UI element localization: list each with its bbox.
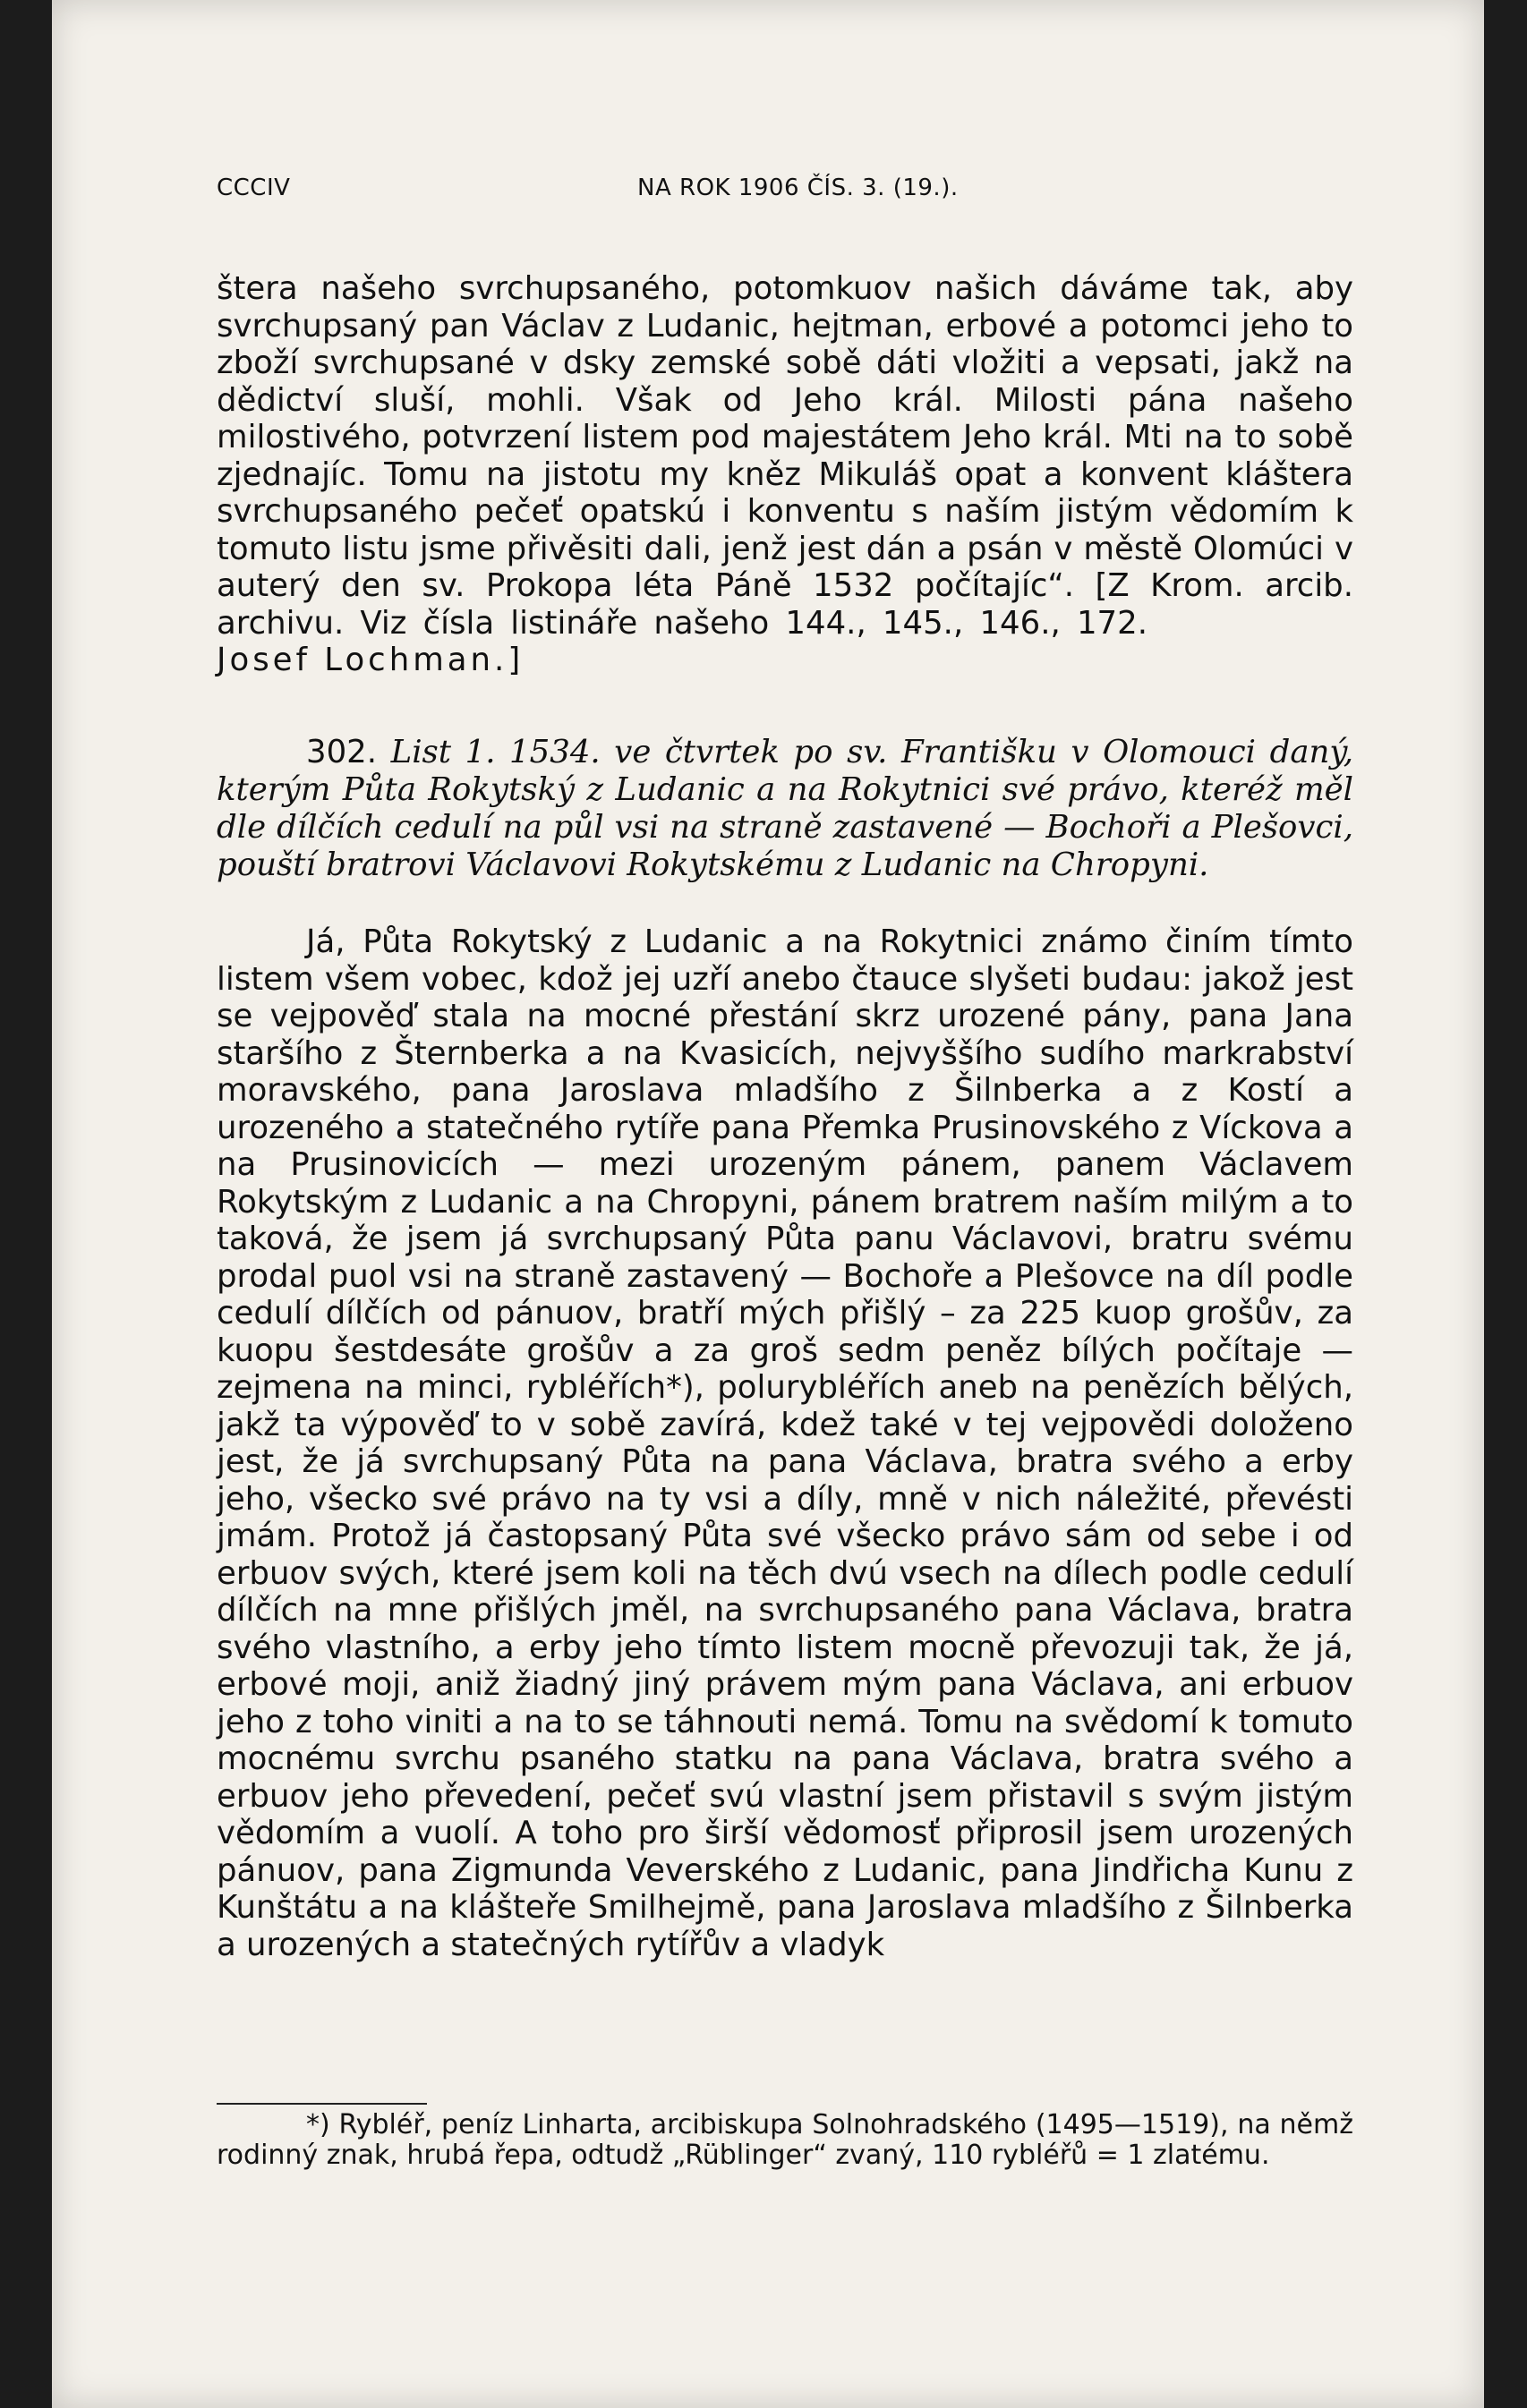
document-heading	[217, 734, 1353, 884]
body-paragraph-2: Já, Půta Rokytský z Ludanic a na Rokytnici známo činím tímto listem všem vobec, kdož jej uzří anebo čtauce slyšeti budau: jakož jest se vejpověď stala na mocné přestání skrz urozené pány, pana Jana staršího z Šternberka a na Kvasicích, nejvyššího sudího markrabství moravského, pana Jaroslava mladšího z Šilnberka a z Kostí a urozeného a statečného rytíře pana Přemka Prusinovského z Víckova a na Prusinovicích — mezi urozeným pánem, panem Václavem Rokytským z Ludanic a na Chropyni, pánem bratrem naším milým a to taková, že jsem já svrchupsaný Půta panu Václavovi, bratru svému prodal puol vsi na straně zastavený — Bochoře a Plešovce na díl podle cedulí dílčích od pánuov, bratří mých přišlý – za 225 kuop grošův, za kuopu šestdesáte grošův a za groš sedm peněz bílých počítaje — zejmena na minci, rybléřích*), polurybléřích aneb na penězích bělých, jakž ta výpověď to v sobě zavírá, kdež také v tej vejpovědi doloženo jest, že já svrchupsaný Půta na pana Václava, bratra svého a erby jeho, všecko své právo na ty vsi a díly, mně v nich náležité, převésti jmám. Protož já častopsaný Půta své všecko právo sám od sebe i od erbuov svých, které jsem koli na těch dvú vsech na dílech podle cedulí dílčích na mne přišlých jměl, na svrchupsaného pana Václava, bratra svého vlastního, a erby jeho tímto listem mocně převozuji tak, že já, erbové moji, aniž žiadný jiný právem mým pana Václava, ani erbuov jeho z toho viniti a na to se táhnouti nemá. Tomu na svědomí k tomuto mocnému svrchu psaného statku na pana Václava, bratra svého a erbuov jeho převedení, pečeť svú vlastní jsem přistavil s svým jistým vědomím a vuolí. A toho pro širší vědomosť připrosil jsem urozených pánuov, pana Zigmunda Veverského z Ludanic, pana Jindřicha Kunu z Kunštátu a na klášteře Smilhejmě, pana Jaroslava mladšího z Šilnberka a urozených a statečných rytířův a vladyk	[217, 923, 1353, 1963]
running-head	[217, 174, 1353, 210]
document-heading-text: List 1. 1534. ve čtvrtek po sv. Františku v Olomouci daný, kterým Půta Rokytský z Ludanic a na Rokytnici své právo, kteréž měl dle dílčích cedulí na půl vsi na straně zastavené — Bochoři a Plešovci, pouští bratrovi Václavovi Rokytskému z Ludanic na Chropyni.	[217, 734, 1353, 883]
paragraph-1-text: štera našeho svrchupsaného, potomkuov našich dáváme tak, aby svrchupsaný pan Václav z Ludanic, hejtman, erbové a potomci jeho to zboží svrchupsané v dsky zemské sobě dáti vložiti a vepsati, jakž na dědictví sluší, mohli. Však od Jeho král. Milosti pána našeho milostivého, potvrzení listem pod majestátem Jeho král. Mti na to sobě zjednajíc. Tomu na jistotu my kněz Mikuláš opat a konvent kláštera svrchupsaného pečeť opatskú i konventu s naším jistým vědomím k tomuto listu jsme přivěsiti dali, jenž jest dán a psán v městě Olomúci v auterý den sv. Prokopa léta Páně 1532 počítajíc“. [Z Krom. arcib. archivu. Viz čísla listináře našeho 144., 145., 146., 172.	[217, 270, 1353, 642]
running-head-title: NA ROK 1906 ČÍS. 3. (19.).	[637, 174, 959, 201]
paragraph-1-signature: Josef Lochman.]	[217, 642, 525, 678]
page-folio: CCCIV	[217, 174, 291, 201]
document-number: 302.	[306, 734, 378, 770]
footnote: *) Rybléř, peníz Linharta, arcibiskupa Solnohradského (1495—1519), na němž rodinný znak, hrubá řepa, odtudž „Rüblinger“ zvaný, 110 rybléřů = 1 zlatému.	[217, 2109, 1353, 2171]
footnote-divider	[217, 2103, 427, 2105]
body-paragraph-1	[217, 270, 1353, 679]
